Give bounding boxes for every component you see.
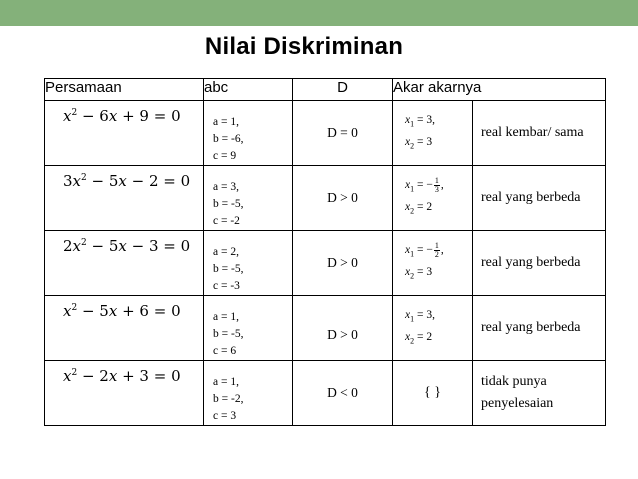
root-fraction: $\frac{1}{3}$ [434, 175, 439, 194]
roots-cell [393, 296, 473, 361]
equation-cell: $3x^2 - 5x - 2 = 0$ [45, 166, 204, 231]
root-x1: $x_1$ = − $\frac{1}{2}$ , [405, 240, 444, 259]
coef-c: c = -3 [213, 280, 240, 292]
coefficients-cell [204, 101, 293, 166]
roots-cell [393, 231, 473, 296]
table-row [45, 101, 606, 166]
roots-cell-empty-set: { } [393, 361, 473, 426]
root-type-cell: real yang berbeda [473, 166, 606, 231]
header-persamaan: Persamaan [45, 79, 204, 101]
discriminant-cell: D > 0 [293, 296, 393, 361]
coef-c: c = 6 [213, 345, 237, 357]
table-row [45, 296, 606, 361]
root-fraction: $\frac{1}{2}$ [434, 240, 439, 259]
root-x2: $x_2 = 3$ [405, 136, 433, 151]
coef-c: c = -2 [213, 215, 240, 227]
coef-a: a = 2, [213, 246, 239, 258]
coef-c: c = 3 [213, 410, 237, 422]
coef-b: b = -2, [213, 393, 244, 405]
coef-b: b = -5, [213, 263, 244, 275]
root-type-cell: real kembar/ sama [473, 101, 606, 166]
header-row [45, 79, 606, 101]
discriminant-cell: D < 0 [293, 361, 393, 426]
coefficients-cell [204, 361, 293, 426]
root-x1: $x_1 = 3$, [405, 308, 435, 323]
coef-a: a = 1, [213, 116, 239, 128]
discriminant-cell: D > 0 [293, 166, 393, 231]
table-row [45, 166, 606, 231]
table-row [45, 231, 606, 296]
root-x1: $x_1 = 3$, [405, 113, 435, 128]
equation-cell: $x^2 - 6x + 9 = 0$ [45, 101, 204, 166]
discriminant-cell: D = 0 [293, 101, 393, 166]
header-d: D [293, 79, 393, 101]
equation-cell: $x^2 - 5x + 6 = 0$ [45, 296, 204, 361]
coef-b: b = -5, [213, 198, 244, 210]
root-type-line2: penyelesaian [481, 396, 554, 411]
equation-cell: $2x^2 - 5x - 3 = 0$ [45, 231, 204, 296]
root-x2: $x_2 = 2$ [405, 201, 433, 216]
top-banner [0, 0, 638, 26]
table-row [45, 361, 606, 426]
root-type-line1: tidak punya [481, 374, 547, 389]
coefficients-cell [204, 296, 293, 361]
coef-c: c = 9 [213, 150, 237, 162]
coef-a: a = 1, [213, 376, 239, 388]
coef-b: b = -6, [213, 133, 244, 145]
root-x1: $x_1$ = − $\frac{1}{3}$ , [405, 175, 444, 194]
root-type-cell: real yang berbeda [473, 296, 606, 361]
coefficients-cell [204, 166, 293, 231]
root-x2: $x_2 = 3$ [405, 266, 433, 281]
root-type-cell [473, 361, 606, 426]
header-abc: abc [204, 79, 293, 101]
root-x2: $x_2 = 2$ [405, 331, 433, 346]
discriminant-table [44, 78, 606, 426]
roots-cell [393, 101, 473, 166]
page-title: Nilai Diskriminan [204, 33, 404, 60]
header-akar: Akar akarnya [393, 79, 606, 101]
discriminant-cell: D > 0 [293, 231, 393, 296]
roots-cell [393, 166, 473, 231]
root-type-cell: real yang berbeda [473, 231, 606, 296]
coef-b: b = -5, [213, 328, 244, 340]
coef-a: a = 1, [213, 311, 239, 323]
coef-a: a = 3, [213, 181, 239, 193]
coefficients-cell [204, 231, 293, 296]
equation-cell: $x^2 - 2x + 3 = 0$ [45, 361, 204, 426]
